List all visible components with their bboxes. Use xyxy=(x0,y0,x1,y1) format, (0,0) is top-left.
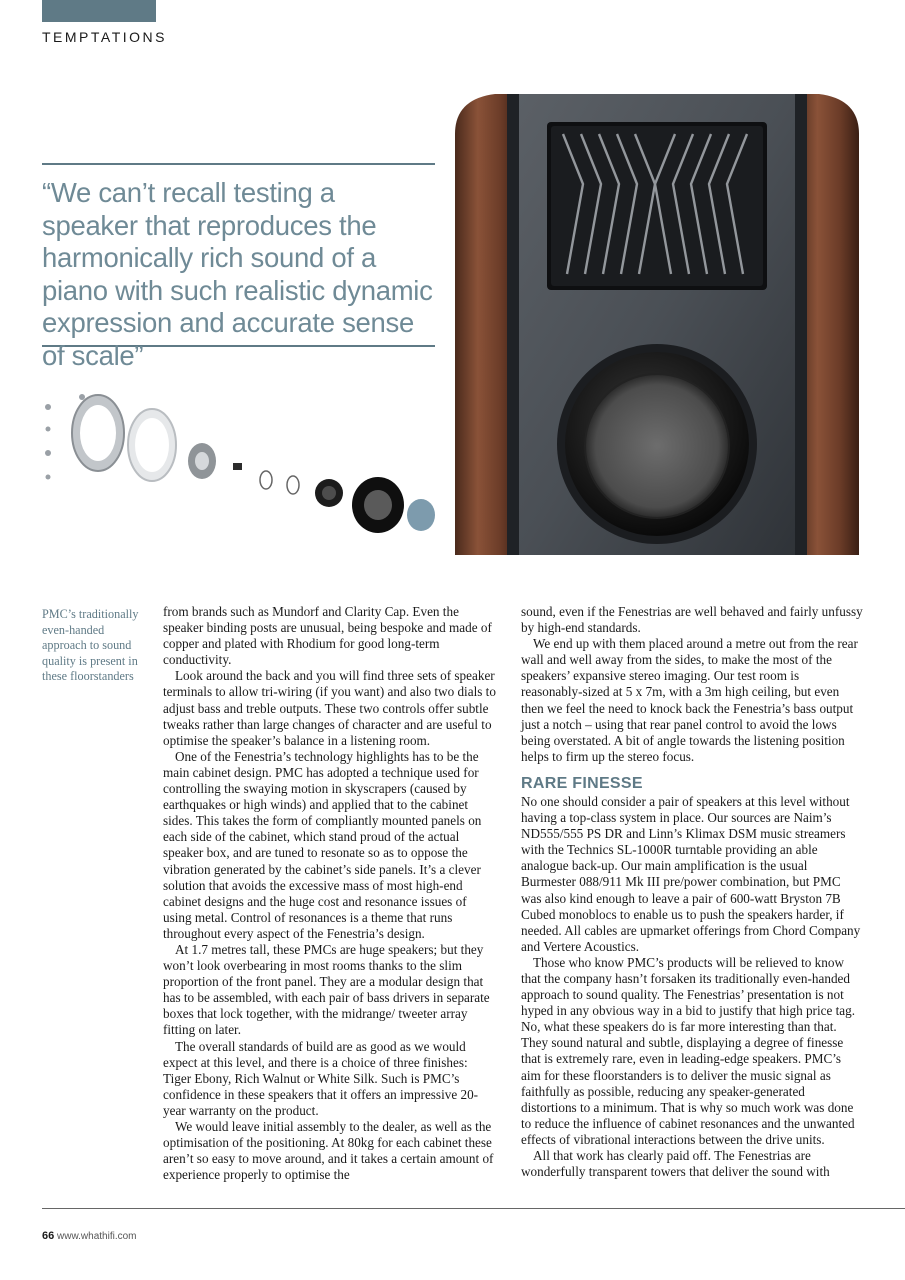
speaker-photo xyxy=(455,94,859,555)
paragraph: from brands such as Mundorf and Clarity Cap. Even the speaker binding posts are unusual, being bespoke and made of copper and plated with Rhodium for good long-term conductivity. xyxy=(163,604,492,668)
pull-quote: “We can’t recall testing a speaker that reproduces the harmonically rich sound of a piano with such realistic dynamic expression and accurate sense of scale” xyxy=(42,177,433,371)
page-number: 66 xyxy=(42,1230,55,1242)
section-color-bar xyxy=(42,0,156,22)
pull-quote-block xyxy=(42,163,435,371)
website-link[interactable]: www.whathifi.com xyxy=(57,1231,137,1242)
paragraph: sound, even if the Fenestrias are well behaved and fairly unfussy by high-end standards. xyxy=(521,604,863,636)
page-footer xyxy=(42,1230,137,1242)
paragraph: No one should consider a pair of speakers at this level without having a top-class system in place. Our sources are Naim’s ND555/555 PS DR and Linn’s Klimax DSM music streamers with the Technics SL-1000R turntable providing an able analogue back-up. Our main amplification is the usual Burmester 088/911 Mk III pre/power combination, but PMC was also kind enough to leave a pair of 600-watt Bryston 7B Cubed monoblocs to enable us to push the speakers harder, if needed. All cables are upmarket offerings from Chord Company and Vertere Acoustics. xyxy=(521,793,861,954)
body-column-1 xyxy=(163,604,497,1183)
paragraph: We would leave initial assembly to the dealer, as well as the optimisation of the positioning. At 80kg for each cabinet these aren’t so easy to move around, and it takes a certain amount of experience properly to optimise the xyxy=(163,1119,494,1183)
paragraph: One of the Fenestria’s technology highlights has to be the main cabinet design. PMC has adopted a technique used for controlling the swaying motion in skyscrapers (caused by earthquakes or high winds) and applied that to the cabinet sides. This takes the form of compliantly mounted panels on each side of the cabinet, which stand proud of the actual speaker box, and are tuned to resonate so as to oppose the vibration generated by the cabinet’s side panels. It’s a clever solution that avoids the excessive mass of most high-end cabinet designs and the huge cost and resonance issues of using metal. Control of resonances is a theme that runs throughout every aspect of the Fenestria’s design. xyxy=(163,748,482,941)
paragraph: Those who know PMC’s products will be relieved to know that the company hasn’t forsaken its traditionally even-handed approach to sound quality. The Fenestrias’ presentation is not hyped in any obvious way in a bid to justify that high price tag. No, what these speakers do is far more interesting than that. They sound natural and subtle, displaying a degree of finesse that is extremely rare, even in leading-edge speakers. PMC’s aim for these floorstanders is to deliver the music signal as faithfully as possible, reducing any speaker-generated distortions to a minimum. That is why so much work was done to reduce the influence of cabinet resonances and the unwanted effects of vibrational interactions between the drive units. xyxy=(521,954,856,1147)
body-column-2 xyxy=(521,604,863,1180)
footer-divider xyxy=(42,1208,905,1209)
paragraph: The overall standards of build are as good as we would expect at this level, and there is a choice of three finishes: Tiger Ebony, Rich Walnut or White Silk. Such is PMC’s confidence in these speakers that it offers an impressive 20-year warranty on the product. xyxy=(163,1038,479,1118)
paragraph: All that work has clearly paid off. The Fenestrias are wonderfully transparent towers that deliver the sound with xyxy=(521,1148,830,1180)
subheading: RARE FINESSE xyxy=(521,774,643,792)
photo-caption: PMC’s traditionally even-handed approach to sound quality is present in these floorstanders xyxy=(42,607,139,684)
paragraph: At 1.7 metres tall, these PMCs are huge speakers; but they won’t look overbearing in most rooms thanks to the slim proportion of the front panel. They are a modular design that has to be assembled, with each pair of bass drivers in separate boxes that lock together, with the midrange/ tweeter array fitting on later. xyxy=(163,941,490,1038)
paragraph: Look around the back and you will find three sets of speaker terminals to allow tri-wiring (if you want) and also two dials to adjust bass and treble outputs. These two controls offer subtle tweaks rather than large changes of character and are useful to optimise the speaker’s balance in a listening room. xyxy=(163,668,496,748)
section-label: TEMPTATIONS xyxy=(42,29,167,45)
driver-parts-illustration xyxy=(40,385,440,535)
paragraph: We end up with them placed around a metre out from the rear wall and well away from the sides, to make the most of the speakers’ expansive stereo imaging. Our test room is reasonably-sized at 5 x 7m, with a 3m high ceiling, but even then we feel the need to knock back the Fenestria’s bass output just a notch – using that rear panel control to avoid the lows being overstated. A bit of angle towards the listening position helps to firm up the stereo focus. xyxy=(521,636,858,764)
